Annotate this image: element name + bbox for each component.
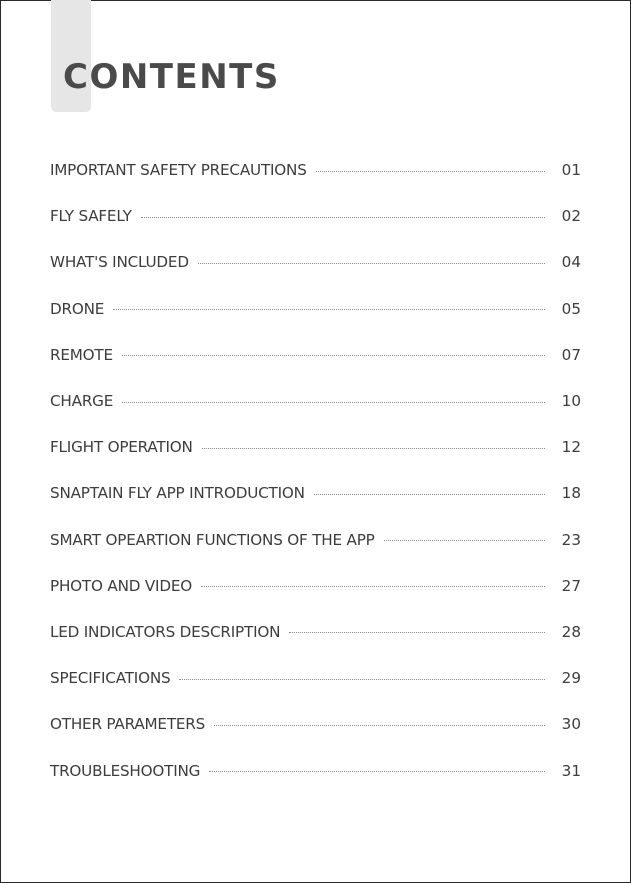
toc-entry-page: 04	[561, 253, 581, 272]
dot-leader	[316, 171, 545, 172]
toc-entry-label: WHAT'S INCLUDED	[50, 253, 189, 272]
dot-leader	[202, 448, 545, 449]
toc-entry-label: DRONE	[50, 299, 105, 318]
dot-leader	[289, 632, 545, 633]
toc-entry[interactable]	[50, 747, 581, 793]
toc-entry-label: FLY SAFELY	[50, 207, 132, 226]
toc-entry[interactable]	[50, 655, 581, 701]
dot-leader	[314, 494, 545, 495]
toc-entry-label: FLIGHT OPERATION	[50, 438, 193, 457]
dot-leader	[179, 679, 545, 680]
toc-entry[interactable]	[50, 286, 581, 332]
dot-leader	[384, 540, 545, 541]
toc-entry-label: PHOTO AND VIDEO	[50, 576, 192, 595]
dot-leader	[209, 771, 545, 772]
toc-entry[interactable]	[50, 563, 581, 609]
toc-entry-page: 23	[561, 530, 581, 549]
toc-entry-page: 31	[561, 761, 581, 780]
toc-entry-page: 27	[561, 576, 581, 595]
toc-entry[interactable]	[50, 517, 581, 563]
page-title: CONTENTS	[63, 57, 280, 97]
toc-entry-page: 28	[561, 622, 581, 641]
toc-entry-page: 01	[561, 161, 581, 180]
toc-entry-label: OTHER PARAMETERS	[50, 715, 206, 734]
toc-entry-page: 02	[561, 207, 581, 226]
toc-entry-page: 30	[561, 715, 581, 734]
dot-leader	[201, 586, 545, 587]
toc-entry-page: 29	[561, 669, 581, 688]
toc-entry-label: REMOTE	[50, 345, 113, 364]
toc-entry[interactable]	[50, 147, 581, 193]
toc-entry-page: 12	[561, 438, 581, 457]
toc-entry-label: SNAPTAIN FLY APP INTRODUCTION	[50, 484, 305, 503]
toc-entry-label: TROUBLESHOOTING	[50, 761, 201, 780]
toc-entry[interactable]	[50, 424, 581, 470]
dot-leader	[198, 263, 545, 264]
table-of-contents	[50, 147, 581, 794]
toc-entry[interactable]	[50, 332, 581, 378]
dot-leader	[122, 402, 545, 403]
toc-entry[interactable]	[50, 239, 581, 285]
toc-entry-page: 18	[561, 484, 581, 503]
dot-leader	[122, 355, 545, 356]
dot-leader	[141, 217, 545, 218]
toc-entry-label: IMPORTANT SAFETY PRECAUTIONS	[50, 161, 307, 180]
toc-entry-label: LED INDICATORS DESCRIPTION	[50, 622, 281, 641]
toc-entry[interactable]	[50, 609, 581, 655]
dot-leader	[113, 309, 545, 310]
toc-entry-label: SMART OPEARTION FUNCTIONS OF THE APP	[50, 530, 375, 549]
toc-entry[interactable]	[50, 701, 581, 747]
toc-entry[interactable]	[50, 193, 581, 239]
dot-leader	[214, 725, 545, 726]
toc-entry-label: CHARGE	[50, 392, 114, 411]
toc-entry-label: SPECIFICATIONS	[50, 669, 171, 688]
toc-entry-page: 05	[561, 299, 581, 318]
toc-entry-page: 07	[561, 345, 581, 364]
toc-entry-page: 10	[561, 392, 581, 411]
toc-entry[interactable]	[50, 378, 581, 424]
toc-entry[interactable]	[50, 470, 581, 516]
